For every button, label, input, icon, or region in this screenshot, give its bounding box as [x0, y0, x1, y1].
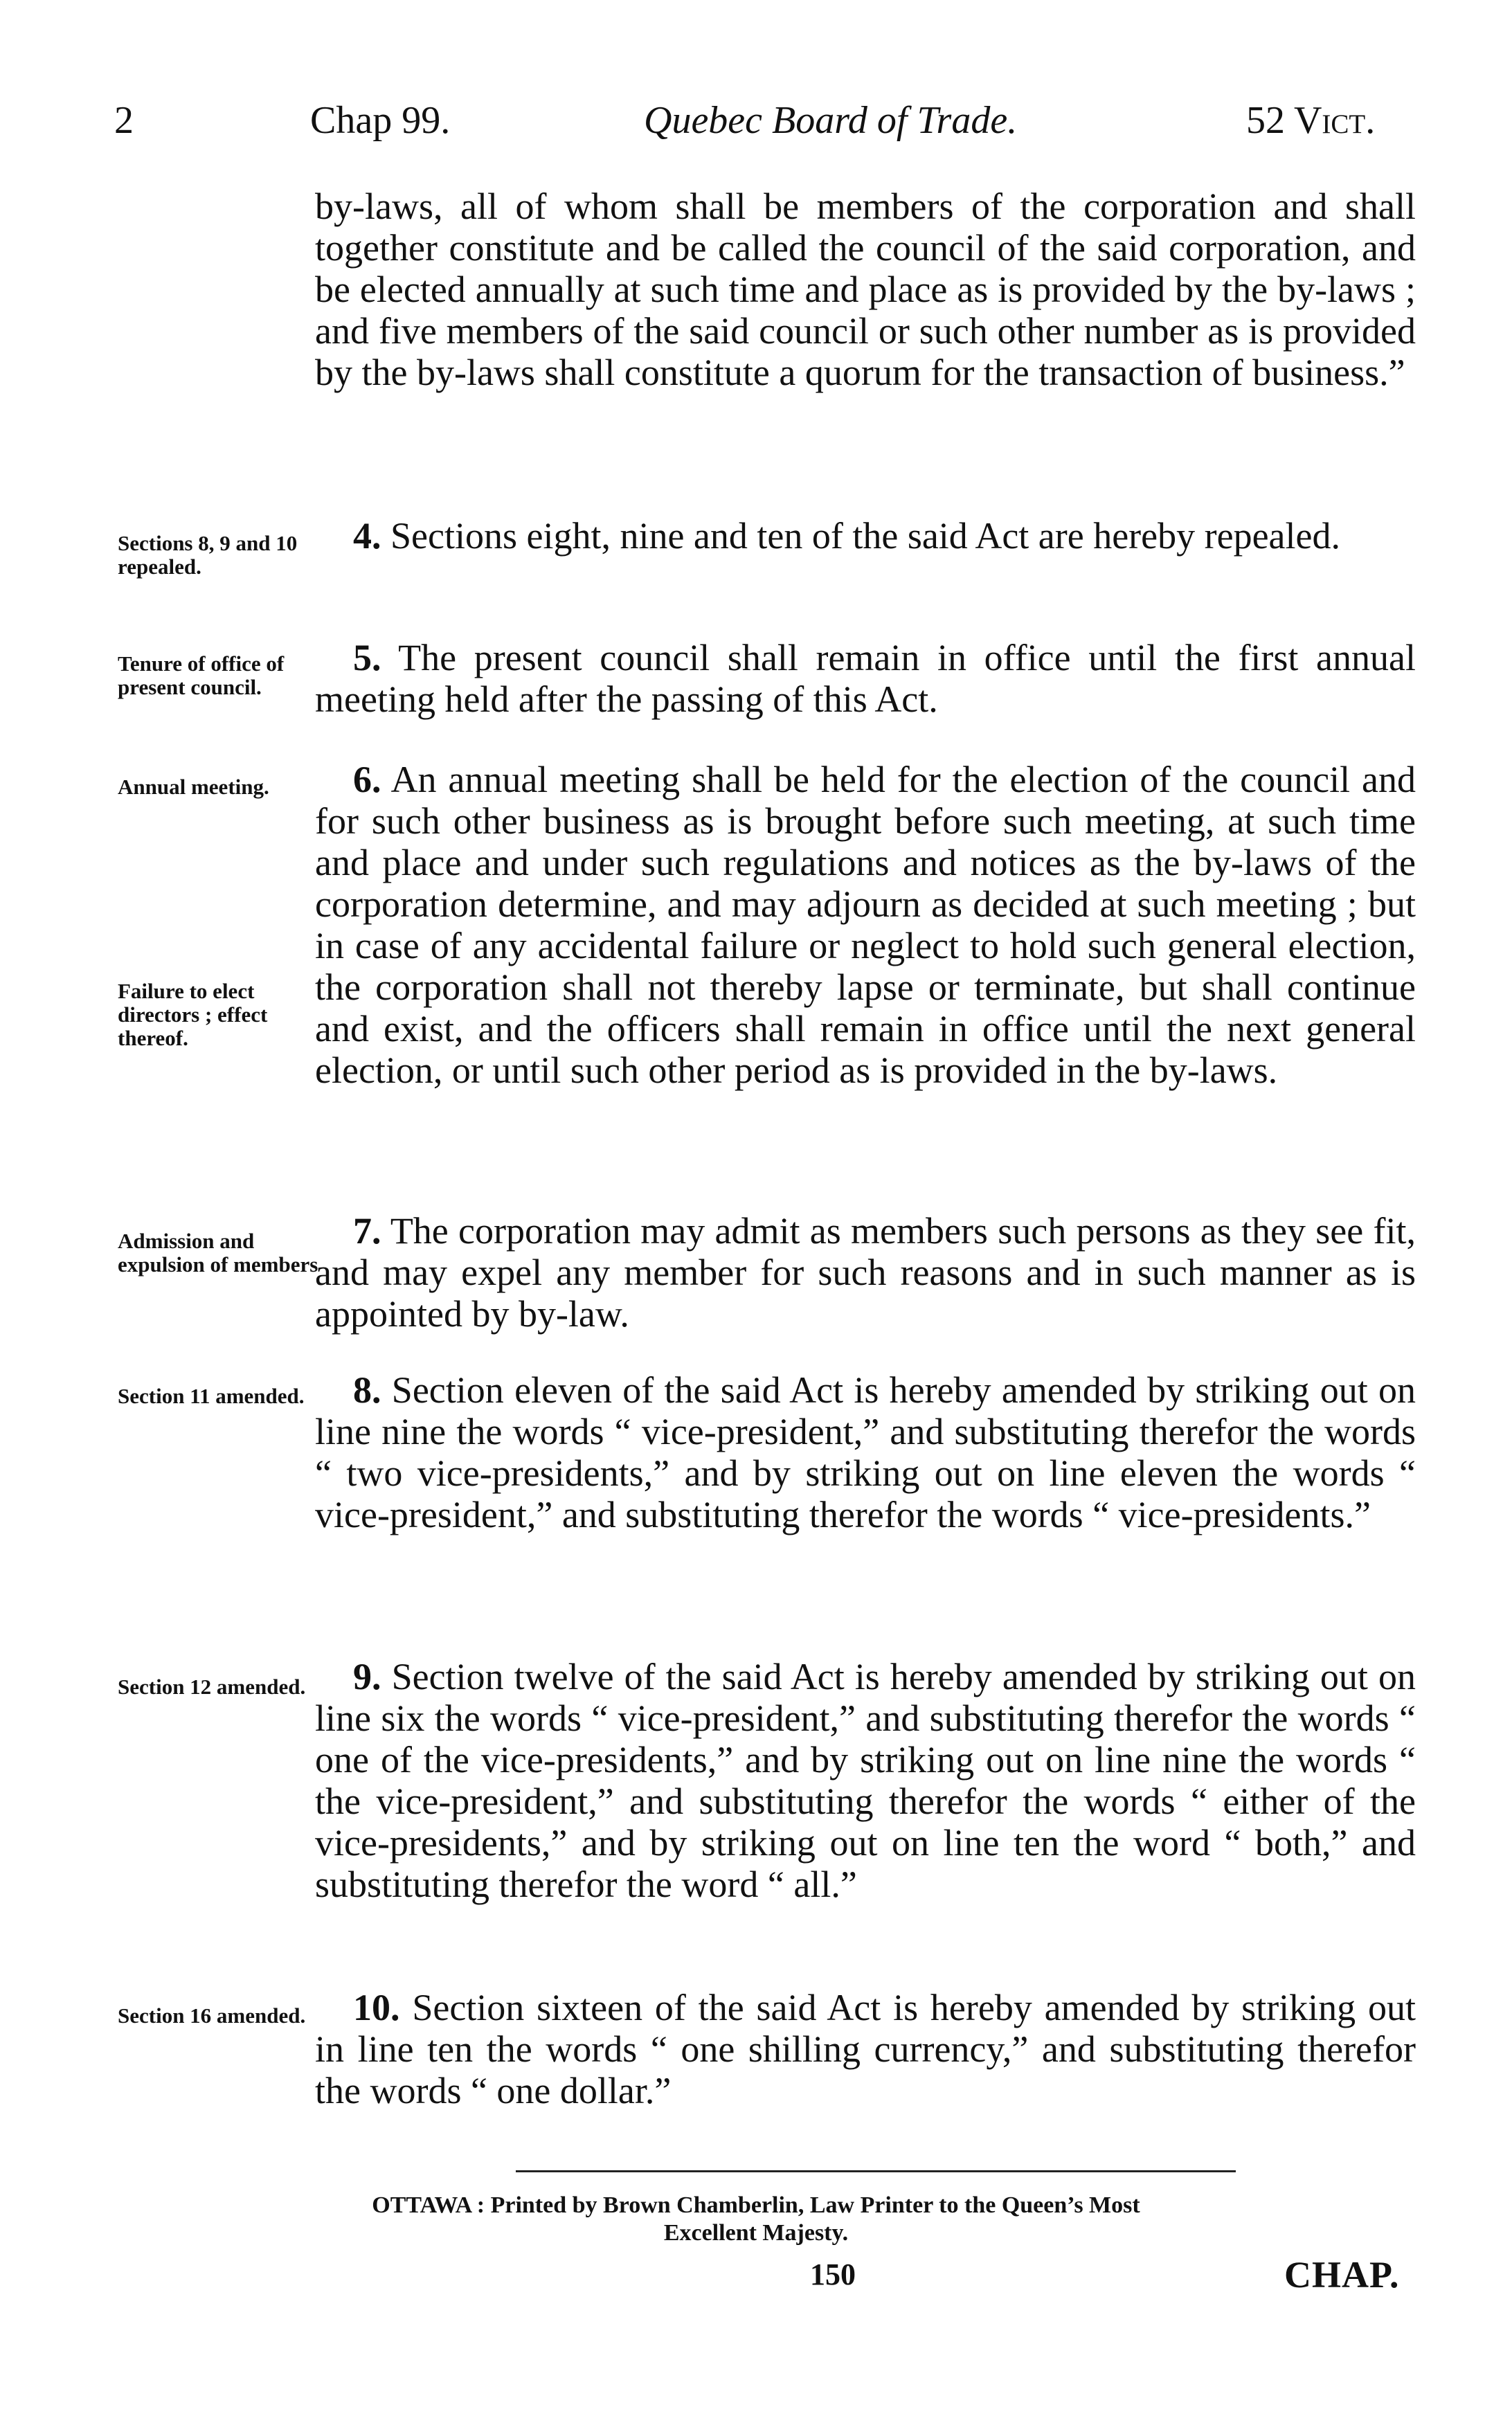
section-4	[315, 515, 1416, 557]
section-5	[315, 637, 1416, 720]
page-number: 2	[114, 99, 134, 142]
margin-note-section-5: Tenure of office of present council.	[118, 651, 285, 699]
section-number: 8.	[353, 1369, 381, 1411]
section-text: Sections eight, nine and ten of the said Act are hereby repealed.	[390, 515, 1340, 557]
margin-note-section-9: Section 12 amended.	[118, 1675, 306, 1699]
footer-divider	[516, 2170, 1236, 2172]
margin-note-section-4: Sections 8, 9 and 10 repealed.	[118, 531, 298, 579]
section-8	[315, 1369, 1416, 1535]
section-text: The corporation may admit as members such persons as they see fit, and may expel any member for such reasons and in such manner as is appointed by by-law.	[315, 1210, 1416, 1335]
running-title: Quebec Board of Trade.	[644, 99, 1018, 142]
section-9	[315, 1656, 1416, 1905]
section-text: Section eleven of the said Act is hereby amended by striking out on line nine the words “ vice-president,” and substituting therefor the words “ two vice-presidents,” and by striking out on line eleven the words “ vice-president,” and substituting therefor the words “ vice-presidents.”	[315, 1369, 1416, 1535]
section-number: 10.	[353, 1987, 400, 2028]
intro-paragraph	[315, 186, 1416, 393]
section-text: An annual meeting shall be held for the election of the council and for such other business as is brought before such meeting, at such time and place and under such regulations and notices as the by-laws of the corporation determine, and may adjourn as decided at such meeting ; but in case of any accidental failure or neglect to hold such general election, the corporation shall not thereby lapse or terminate, but shall continue and exist, and the officers shall remain in office until the next general election, or until such other period as is provided in the by-laws.	[315, 759, 1416, 1091]
intro-text: by-laws, all of whom shall be members of the corporation and shall together constitute and be called the council of the said corporation, and be elected annually at such time and place as is provided by the by-laws ; and five members of the said council or such other number as is provided by the by-laws shall constitute a quorum for the transaction of business.”	[315, 186, 1416, 393]
section-7	[315, 1210, 1416, 1335]
section-number: 7.	[353, 1210, 381, 1252]
section-number: 6.	[353, 759, 381, 800]
chapter-label: Chap 99.	[310, 99, 451, 142]
section-10	[315, 1987, 1416, 2111]
section-text: The present council shall remain in office until the first annual meeting held after the passing of this Act.	[315, 637, 1416, 720]
margin-note-section-6-failure: Failure to elect directors ; effect thereof.	[118, 979, 268, 1050]
section-6	[315, 759, 1416, 1091]
margin-note-section-10: Section 16 amended.	[118, 2003, 306, 2028]
imprint-line-2: Excellent Majesty.	[663, 2220, 849, 2246]
margin-note-section-7: Admission and expulsion of members	[118, 1229, 318, 1277]
section-text: Section sixteen of the said Act is hereby amended by striking out in line ten the words “ one shilling currency,” and substituting therefor the words “ one dollar.”	[315, 1987, 1416, 2111]
margin-note-section-6: Annual meeting.	[118, 775, 269, 799]
catchword: CHAP.	[1284, 2254, 1400, 2296]
margin-note-section-8: Section 11 amended.	[118, 1384, 305, 1408]
section-number: 4.	[353, 515, 381, 557]
imprint-line-1: OTTAWA : Printed by Brown Chamberlin, Law Printer to the Queen’s Most	[372, 2192, 1140, 2218]
section-text: Section twelve of the said Act is hereby amended by striking out on line six the words “ vice-president,” and substituting therefor the words “ one of the vice-presidents,” and by striking out on line nine the words “ the vice-president,” and substituting therefor the words “ either of the vice-presidents,” and by striking out on line ten the word “ both,” and substituting therefor the word “ all.”	[315, 1656, 1416, 1905]
regnal-year: 52 Vict.	[1246, 99, 1376, 142]
section-number: 5.	[353, 637, 381, 678]
section-number: 9.	[353, 1656, 381, 1697]
sheet-number: 150	[810, 2257, 856, 2291]
